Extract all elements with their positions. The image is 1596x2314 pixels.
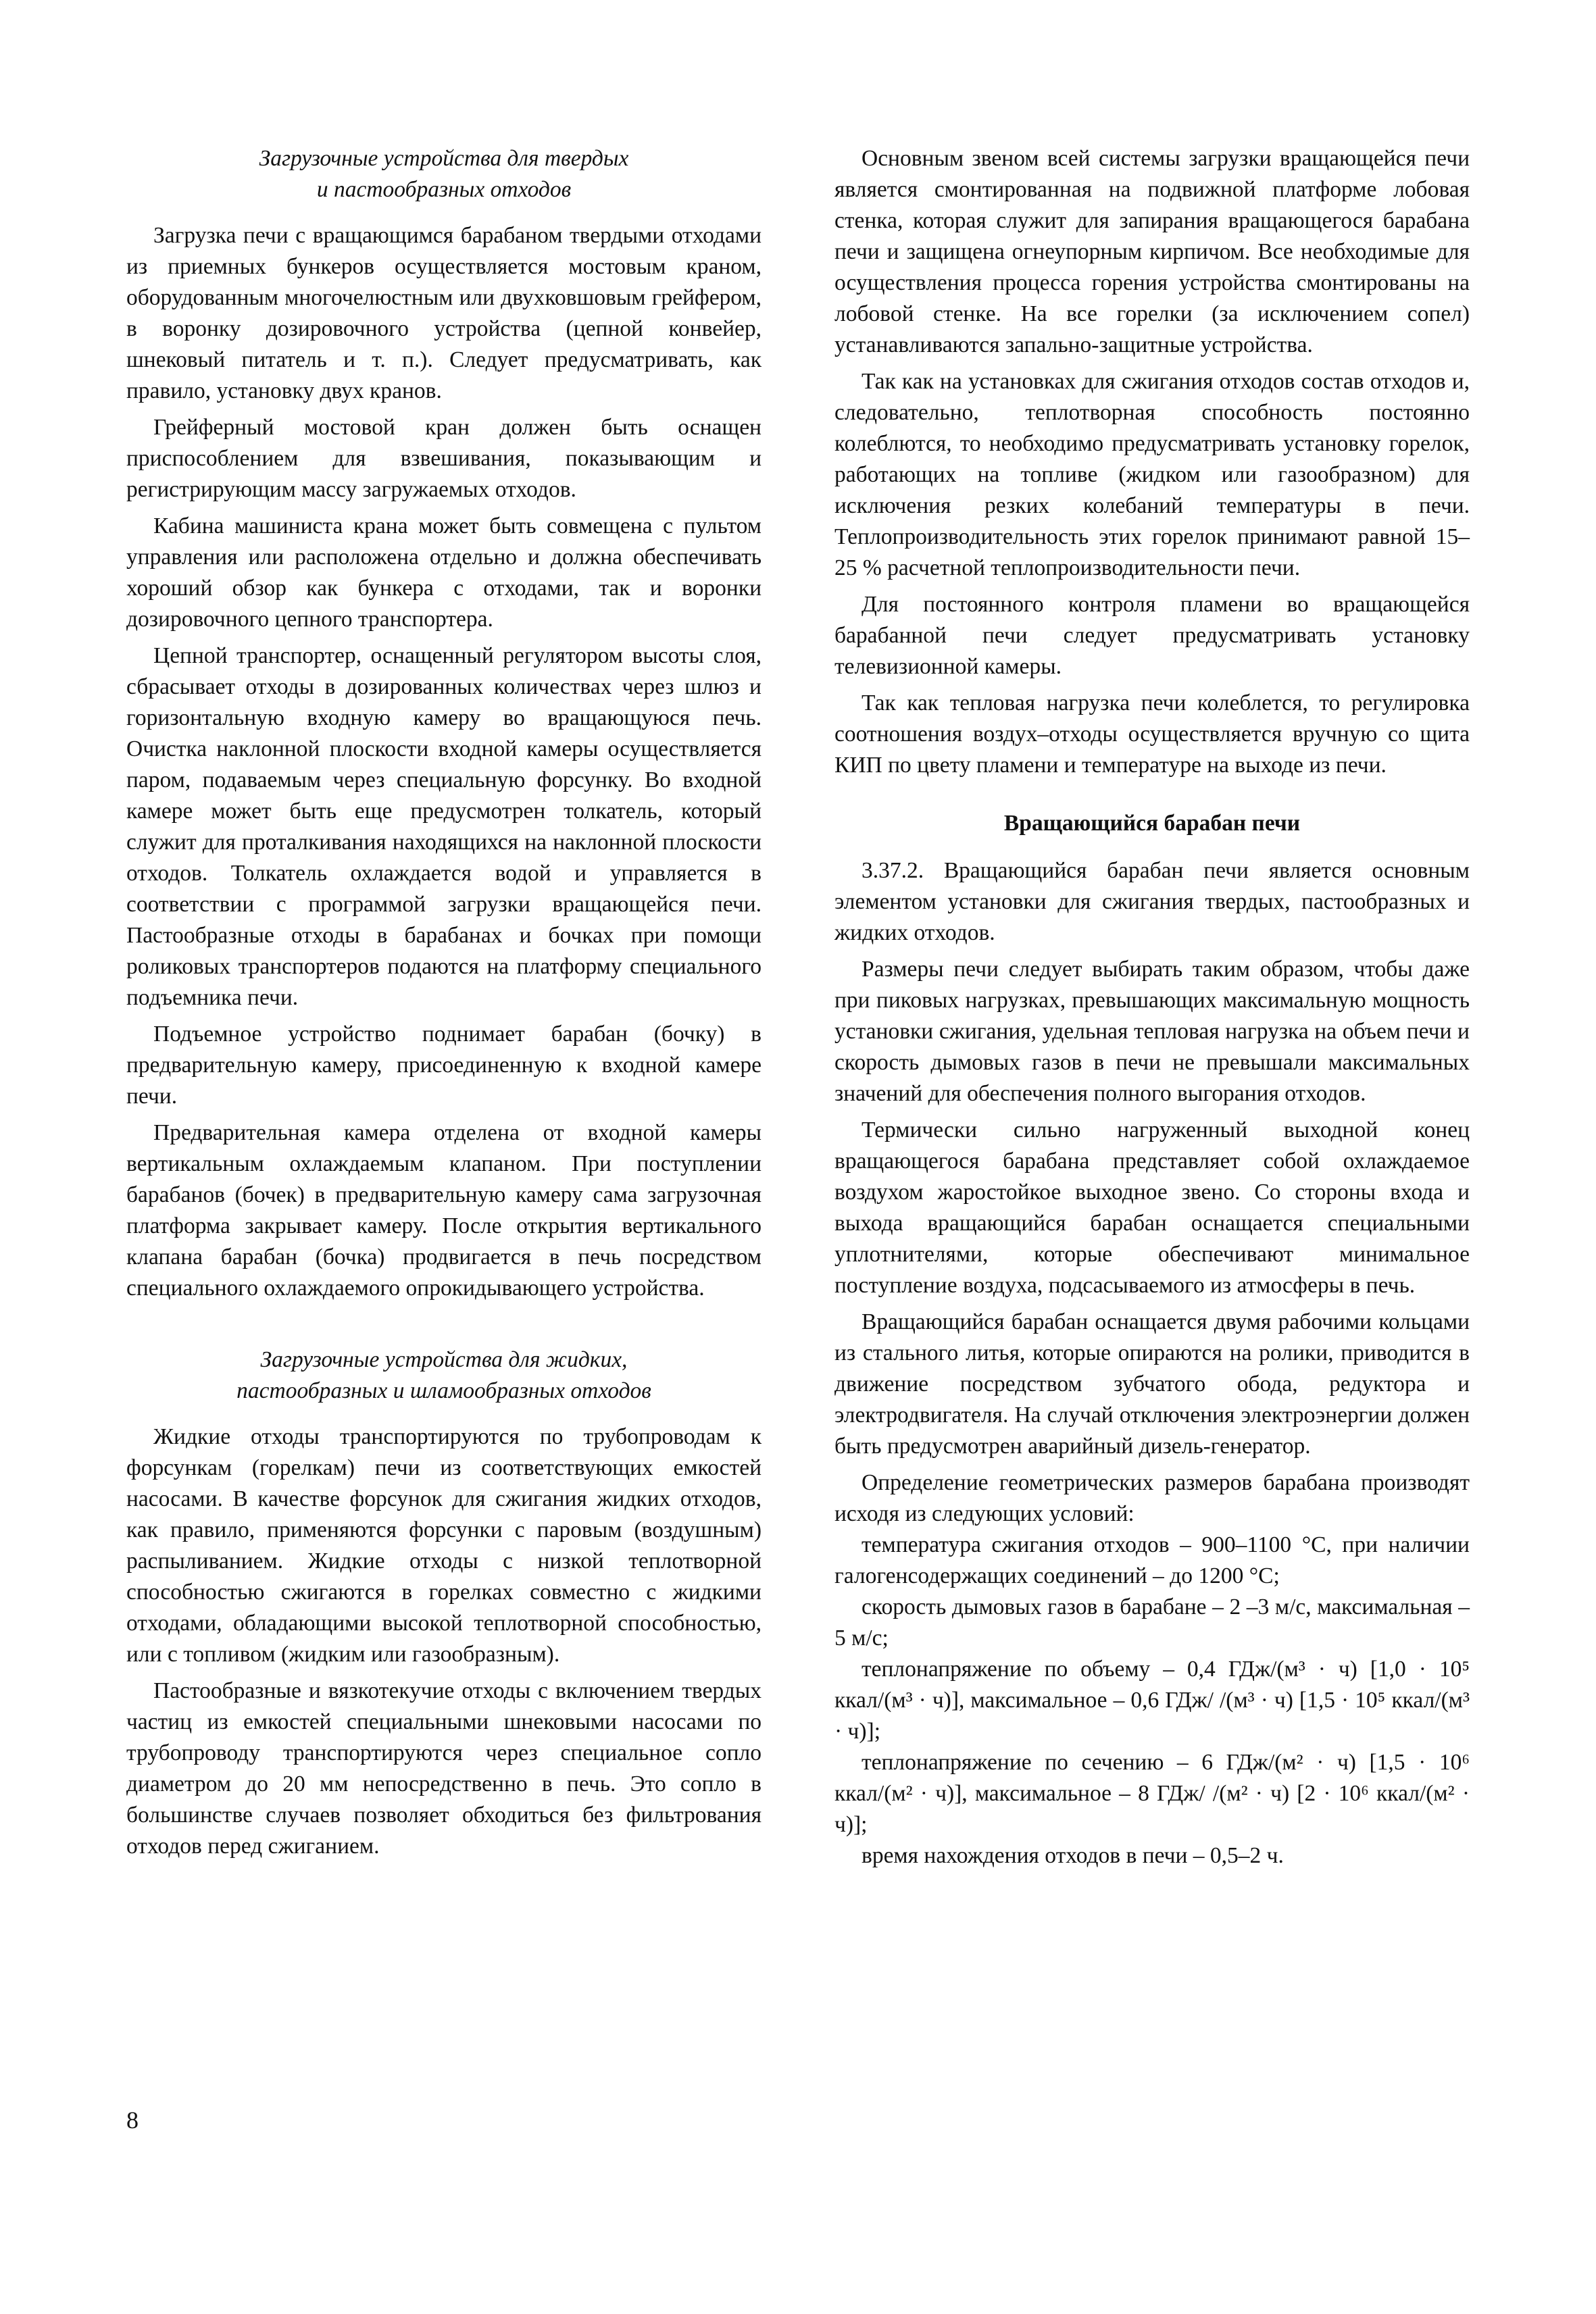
paragraph: Термически сильно нагруженный выходной конец вращающегося барабана представляет собой охлаждаемое воздухом жаростойкое выходное звено. Со стороны входа и выхода вращающийся барабан оснащается специальными уплотнителями, которые обеспечивают минимальное поступление воздуха, подсасываемого из атмосферы в печь. xyxy=(834,1117,1470,1298)
paragraph: Для постоянного контроля пламени во вращающейся барабанной печи следует предусматривать установку телевизионной камеры. xyxy=(834,592,1470,679)
right-column xyxy=(834,143,1470,1871)
list-item: теплонапряжение по объему – 0,4 ГДж/(м³ · ч) [1,0 · 10⁵ ккал/(м³ · ч)], максимальное – 0,6 ГДж/ /(м³ · ч) [1,5 · 10⁵ ккал/(м³ · ч)]; xyxy=(834,1657,1470,1744)
paragraph: Размеры печи следует выбирать таким образом, чтобы даже при пиковых нагрузках, превышающих максимальную мощность установки сжигания, удельная тепловая нагрузка на объем печи и скорость дымовых газов в печи не превышали максимальных значений для обеспечения полного выгорания отходов. xyxy=(834,957,1470,1106)
heading-line: и пастообразных отходов xyxy=(316,177,572,202)
paragraph: Грейферный мостовой кран должен быть оснащен приспособлением для взвешивания, показывающим и регистрирующим массу загружаемых отходов. xyxy=(126,415,762,502)
list-item: теплонапряжение по сечению – 6 ГДж/(м² · ч) [1,5 · 10⁶ ккал/(м² · ч)], максимальное – 8 ГДж/ /(м² · ч) [2 · 10⁶ ккал/(м² · ч)]; xyxy=(834,1750,1470,1837)
spacer xyxy=(834,781,1470,808)
spacer xyxy=(126,1304,762,1344)
paragraph: Так как на установках для сжигания отходов состав отходов и, следовательно, теплотворная способность постоянно колеблются, то необходимо предусматривать установку горелок, работающих на топливе (жидком или газообразном) для исключения резких колебаний температуры в печи. Теплопроизводительность этих горелок принимают равной 15–25 % расчетной теплопроизводительности печи. xyxy=(834,369,1470,580)
paragraph: 3.37.2. Вращающийся барабан печи является основным элементом установки для сжигания твердых, пастообразных и жидких отходов. xyxy=(834,858,1470,945)
page-number: 8 xyxy=(126,2107,139,2134)
left-column xyxy=(126,143,762,1862)
paragraph: Загрузка печи с вращающимся барабаном твердыми отходами из приемных бункеров осуществляется мостовым краном, оборудованным многочелюстным или двухковшовым грейфером, в воронку дозировочного устройства (цепной конвейер, шнековый питатель и т. п.). Следует предусматривать, как правило, установку двух кранов. xyxy=(126,223,762,403)
heading-line: пастообразных и шламообразных отходов xyxy=(236,1378,651,1403)
paragraph: Вращающийся барабан оснащается двумя рабочими кольцами из стального литья, которые опираются на ролики, приводится в движение посредством зубчатого обода, редуктора и электродвигателя. На случай отключения электроэнергии должен быть предусмотрен аварийный дизель-генератор. xyxy=(834,1309,1470,1459)
list-item: время нахождения отходов в печи – 0,5–2 ч. xyxy=(862,1843,1284,1868)
paragraph: Жидкие отходы транспортируются по трубопроводам к форсункам (горелкам) печи из соответствующих емкостей насосами. В качестве форсунок для сжигания жидких отходов, как правило, применяются форсунки с паровым (воздушным) распыливанием. Жидкие отходы с низкой теплотворной способностью сжигаются в горелках совместно с жидкими отходами, обладающими высокой теплотворной способностью, или с топливом (жидким или газообразным). xyxy=(126,1424,762,1667)
paragraph: Основным звеном всей системы загрузки вращающейся печи является смонтированная на подвижной платформе лобовая стенка, которая служит для запирания вращающегося барабана печи и защищена огнеупорным кирпичом. Все необходимые для осуществления процесса горения устройства смонтированы на лобовой стенке. На все горелки (за исключением сопел) устанавливаются запально-защитные устройства. xyxy=(834,146,1470,357)
paragraph: Пастообразные и вязкотекучие отходы с включением твердых частиц из емкостей специальными шнековыми насосами по трубопроводу транспортируются через специальное сопло диаметром до 20 мм непосредственно в печь. Это сопло в большинстве случаев позволяет обходиться без фильтрования отходов перед сжиганием. xyxy=(126,1678,762,1859)
paragraph: Кабина машиниста крана может быть совмещена с пультом управления или расположена отдельно и должна обеспечивать хороший обзор как бункера с отходами, так и воронки дозировочного цепного транспортера. xyxy=(126,513,762,632)
paragraph: Предварительная камера отделена от входной камеры вертикальным охлаждаемым клапаном. При поступлении барабанов (бочек) в предварительную камеру сама загрузочная платформа закрывает камеру. После открытия вертикального клапана барабан (бочка) продвигается в печь посредством специального охлаждаемого опрокидывающего устройства. xyxy=(126,1120,762,1301)
spacer xyxy=(834,839,1470,855)
paragraph: Подъемное устройство поднимает барабан (бочку) в предварительную камеру, присоединенную к входной камере печи. xyxy=(126,1022,762,1109)
paragraph: Цепной транспортер, оснащенный регулятором высоты слоя, сбрасывает отходы в дозированных количествах через шлюз и горизонтальную входную камеру во вращающуюся печь. Очистка наклонной плоскости входной камеры осуществляется паром, подаваемым через специальную форсунку. Во входной камере может быть еще предусмотрен толкатель, который служит для проталкивания находящихся на наклонной плоскости отходов. Толкатель охлаждается водой и управляется в соответствии с программой загрузки вращающейся печи. Пастообразные отходы в барабанах и бочках при помощи роликовых транспортеров подаются на платформу специального подъемника печи. xyxy=(126,643,762,1010)
heading-line: Загрузочные устройства для жидких, xyxy=(260,1347,628,1372)
section-heading-solid-loading xyxy=(126,143,762,205)
section-heading-liquid-loading xyxy=(126,1344,762,1407)
list-item: скорость дымовых газов в барабане – 2 –3 м/с, максимальная – 5 м/с; xyxy=(834,1594,1470,1651)
section-heading-rotating-drum: Вращающийся барабан печи xyxy=(1003,811,1301,836)
paragraph: Определение геометрических размеров барабана производят исходя из следующих условий: xyxy=(834,1470,1470,1526)
list-item: температура сжигания отходов – 900–1100 °С, при наличии галогенсодержащих соединений – до 1200 °С; xyxy=(834,1532,1470,1588)
heading-line: Загрузочные устройства для твердых xyxy=(259,146,629,171)
paragraph: Так как тепловая нагрузка печи колеблется, то регулировка соотношения воздух–отходы осуществляется вручную со щита КИП по цвету пламени и температуре на выходе из печи. xyxy=(834,690,1470,778)
